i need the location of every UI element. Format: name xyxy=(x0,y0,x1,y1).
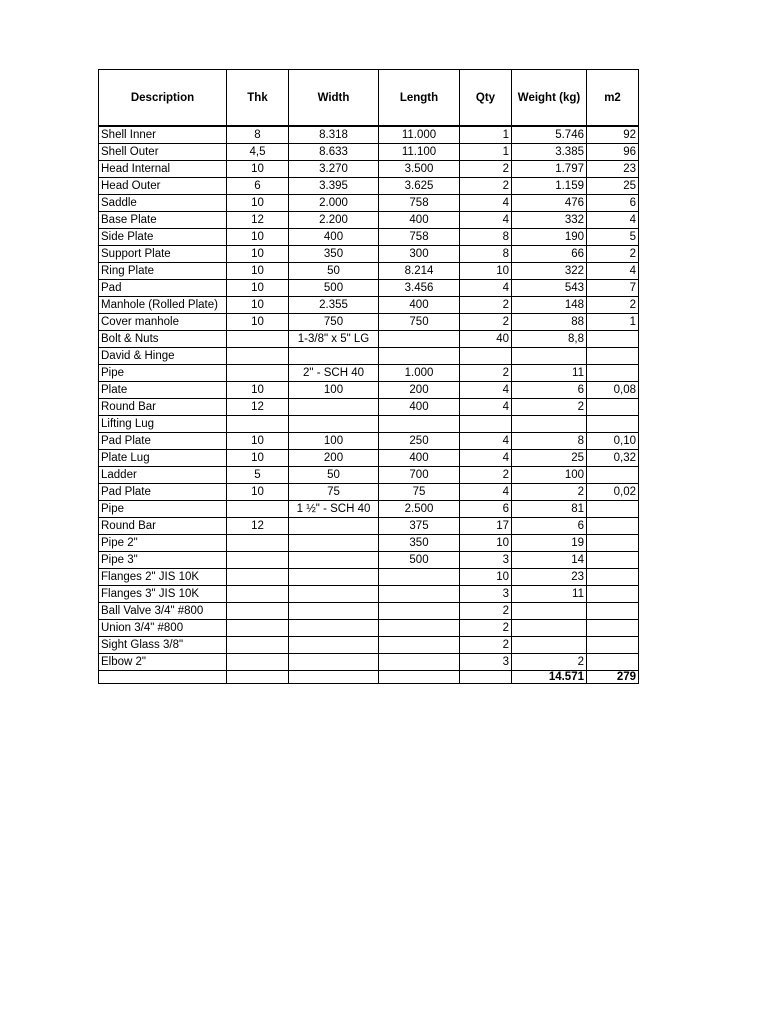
cell-thk: 10 xyxy=(227,450,289,467)
header-width: Width xyxy=(289,70,379,127)
cell-weight: 100 xyxy=(512,467,587,484)
table-row xyxy=(99,382,639,399)
cell-description: Flanges 3" JIS 10K xyxy=(99,586,227,603)
cell-qty: 3 xyxy=(460,586,512,603)
cell-description: Manhole (Rolled Plate) xyxy=(99,297,227,314)
cell-length: 400 xyxy=(379,450,460,467)
cell-weight: 1.797 xyxy=(512,161,587,178)
cell-weight: 6 xyxy=(512,382,587,399)
cell-thk: 10 xyxy=(227,280,289,297)
table-row xyxy=(99,620,639,637)
cell-width: 100 xyxy=(289,382,379,399)
table-row xyxy=(99,212,639,229)
cell-qty: 4 xyxy=(460,382,512,399)
cell-weight: 6 xyxy=(512,518,587,535)
table-row xyxy=(99,161,639,178)
cell-description: Round Bar xyxy=(99,518,227,535)
cell-qty: 2 xyxy=(460,620,512,637)
cell-width xyxy=(289,348,379,365)
cell-weight xyxy=(512,637,587,654)
cell-thk: 10 xyxy=(227,484,289,501)
table-row xyxy=(99,144,639,161)
cell-weight: 81 xyxy=(512,501,587,518)
table-row xyxy=(99,195,639,212)
cell-weight: 25 xyxy=(512,450,587,467)
cell-width: 500 xyxy=(289,280,379,297)
cell-description: Head Outer xyxy=(99,178,227,195)
header-description: Description xyxy=(99,70,227,127)
cell-weight: 66 xyxy=(512,246,587,263)
table-row xyxy=(99,314,639,331)
cell-width: 8.318 xyxy=(289,126,379,144)
table-row xyxy=(99,126,639,144)
table-body xyxy=(99,126,639,671)
table-row xyxy=(99,654,639,671)
cell-description: Plate Lug xyxy=(99,450,227,467)
cell-length: 3.456 xyxy=(379,280,460,297)
cell-weight: 11 xyxy=(512,586,587,603)
cell-description: Bolt & Nuts xyxy=(99,331,227,348)
cell-width: 400 xyxy=(289,229,379,246)
table-row xyxy=(99,178,639,195)
cell-m2 xyxy=(587,552,639,569)
cell-weight: 322 xyxy=(512,263,587,280)
cell-width xyxy=(289,603,379,620)
cell-m2: 0,10 xyxy=(587,433,639,450)
cell-description: Pad Plate xyxy=(99,433,227,450)
cell-description: Elbow 2" xyxy=(99,654,227,671)
table-row xyxy=(99,450,639,467)
cell-weight: 332 xyxy=(512,212,587,229)
cell-description: Ring Plate xyxy=(99,263,227,280)
cell-qty: 2 xyxy=(460,637,512,654)
cell-length: 758 xyxy=(379,229,460,246)
table-row xyxy=(99,603,639,620)
cell-description: Flanges 2" JIS 10K xyxy=(99,569,227,586)
cell-width: 8.633 xyxy=(289,144,379,161)
header-weight: Weight (kg) xyxy=(512,70,587,127)
cell-description: Shell Outer xyxy=(99,144,227,161)
cell-description: Base Plate xyxy=(99,212,227,229)
cell-thk: 10 xyxy=(227,195,289,212)
cell-m2: 92 xyxy=(587,126,639,144)
cell-length: 375 xyxy=(379,518,460,535)
cell-width: 50 xyxy=(289,467,379,484)
cell-m2: 2 xyxy=(587,246,639,263)
cell-thk: 10 xyxy=(227,433,289,450)
cell-qty: 6 xyxy=(460,501,512,518)
cell-qty: 2 xyxy=(460,365,512,382)
table-row xyxy=(99,280,639,297)
cell-thk xyxy=(227,552,289,569)
cell-description: Saddle xyxy=(99,195,227,212)
cell-qty: 2 xyxy=(460,161,512,178)
total-weight: 14.571 xyxy=(512,671,587,684)
cell-qty: 4 xyxy=(460,450,512,467)
cell-width xyxy=(289,637,379,654)
cell-qty: 8 xyxy=(460,246,512,263)
cell-m2: 6 xyxy=(587,195,639,212)
cell-m2: 1 xyxy=(587,314,639,331)
cell-width: 2.000 xyxy=(289,195,379,212)
table-row xyxy=(99,586,639,603)
cell-m2: 0,08 xyxy=(587,382,639,399)
cell-width: 2.200 xyxy=(289,212,379,229)
cell-length xyxy=(379,637,460,654)
table-row xyxy=(99,518,639,535)
cell-weight: 88 xyxy=(512,314,587,331)
cell-m2 xyxy=(587,569,639,586)
cell-length: 2.500 xyxy=(379,501,460,518)
cell-width xyxy=(289,654,379,671)
cell-thk xyxy=(227,586,289,603)
cell-description: Lifting Lug xyxy=(99,416,227,433)
cell-length: 400 xyxy=(379,399,460,416)
cell-length: 75 xyxy=(379,484,460,501)
cell-width: 1 ½" - SCH 40 xyxy=(289,501,379,518)
cell-width: 200 xyxy=(289,450,379,467)
cell-weight: 11 xyxy=(512,365,587,382)
cell-m2: 4 xyxy=(587,212,639,229)
cell-width: 750 xyxy=(289,314,379,331)
cell-qty: 8 xyxy=(460,229,512,246)
cell-width: 2.355 xyxy=(289,297,379,314)
cell-length xyxy=(379,569,460,586)
cell-thk: 10 xyxy=(227,297,289,314)
table-row xyxy=(99,535,639,552)
cell-description: Shell Inner xyxy=(99,126,227,144)
table-header xyxy=(99,70,639,127)
cell-m2 xyxy=(587,501,639,518)
cell-thk xyxy=(227,365,289,382)
header-thk: Thk xyxy=(227,70,289,127)
cell-thk xyxy=(227,331,289,348)
cell-width xyxy=(289,399,379,416)
table-row xyxy=(99,467,639,484)
cell-length: 200 xyxy=(379,382,460,399)
cell-width: 3.395 xyxy=(289,178,379,195)
cell-width xyxy=(289,518,379,535)
cell-thk xyxy=(227,654,289,671)
cell-width: 3.270 xyxy=(289,161,379,178)
cell-thk xyxy=(227,416,289,433)
cell-description: Pad xyxy=(99,280,227,297)
cell-width xyxy=(289,552,379,569)
total-qty-cell xyxy=(460,671,512,684)
cell-description: Side Plate xyxy=(99,229,227,246)
cell-width: 50 xyxy=(289,263,379,280)
cell-m2: 25 xyxy=(587,178,639,195)
cell-qty: 10 xyxy=(460,263,512,280)
cell-length: 11.000 xyxy=(379,126,460,144)
cell-weight: 3.385 xyxy=(512,144,587,161)
cell-m2 xyxy=(587,603,639,620)
cell-length xyxy=(379,603,460,620)
table-row xyxy=(99,416,639,433)
cell-weight: 23 xyxy=(512,569,587,586)
cell-thk xyxy=(227,620,289,637)
cell-m2 xyxy=(587,654,639,671)
total-desc-cell xyxy=(99,671,227,684)
cell-weight xyxy=(512,416,587,433)
cell-length: 3.625 xyxy=(379,178,460,195)
cell-length: 350 xyxy=(379,535,460,552)
total-length-cell xyxy=(379,671,460,684)
cell-width xyxy=(289,416,379,433)
table-row xyxy=(99,569,639,586)
cell-qty: 10 xyxy=(460,569,512,586)
table-row xyxy=(99,399,639,416)
cell-m2: 7 xyxy=(587,280,639,297)
cell-qty: 1 xyxy=(460,126,512,144)
cell-length: 400 xyxy=(379,297,460,314)
cell-m2 xyxy=(587,399,639,416)
cell-thk: 6 xyxy=(227,178,289,195)
cell-description: Round Bar xyxy=(99,399,227,416)
header-length: Length xyxy=(379,70,460,127)
cell-weight: 148 xyxy=(512,297,587,314)
cell-length: 400 xyxy=(379,212,460,229)
cell-qty: 1 xyxy=(460,144,512,161)
cell-qty: 2 xyxy=(460,314,512,331)
cell-qty: 4 xyxy=(460,433,512,450)
cell-thk: 12 xyxy=(227,518,289,535)
cell-qty: 17 xyxy=(460,518,512,535)
cell-weight: 19 xyxy=(512,535,587,552)
total-thk-cell xyxy=(227,671,289,684)
cell-m2 xyxy=(587,331,639,348)
cell-length: 11.100 xyxy=(379,144,460,161)
cell-length: 1.000 xyxy=(379,365,460,382)
cell-width xyxy=(289,586,379,603)
table-row xyxy=(99,229,639,246)
cell-weight: 190 xyxy=(512,229,587,246)
cell-weight: 476 xyxy=(512,195,587,212)
totals-row xyxy=(99,671,639,684)
cell-m2 xyxy=(587,467,639,484)
table-row xyxy=(99,552,639,569)
cell-weight: 8,8 xyxy=(512,331,587,348)
table-row xyxy=(99,297,639,314)
cell-length: 250 xyxy=(379,433,460,450)
cell-thk xyxy=(227,569,289,586)
cell-length: 300 xyxy=(379,246,460,263)
cell-qty xyxy=(460,348,512,365)
total-m2: 279 xyxy=(587,671,639,684)
cell-thk xyxy=(227,501,289,518)
cell-weight: 8 xyxy=(512,433,587,450)
total-width-cell xyxy=(289,671,379,684)
cell-m2 xyxy=(587,348,639,365)
cell-m2: 96 xyxy=(587,144,639,161)
cell-width: 2" - SCH 40 xyxy=(289,365,379,382)
cell-description: David & Hinge xyxy=(99,348,227,365)
cell-m2: 0,02 xyxy=(587,484,639,501)
cell-thk: 5 xyxy=(227,467,289,484)
cell-length xyxy=(379,654,460,671)
cell-width xyxy=(289,535,379,552)
cell-m2 xyxy=(587,637,639,654)
cell-length xyxy=(379,348,460,365)
cell-qty: 2 xyxy=(460,467,512,484)
cell-width xyxy=(289,569,379,586)
cell-m2 xyxy=(587,518,639,535)
cell-qty: 4 xyxy=(460,212,512,229)
cell-weight: 543 xyxy=(512,280,587,297)
cell-thk xyxy=(227,348,289,365)
cell-m2: 5 xyxy=(587,229,639,246)
cell-thk: 10 xyxy=(227,314,289,331)
cell-description: Ladder xyxy=(99,467,227,484)
cell-description: Support Plate xyxy=(99,246,227,263)
cell-weight: 2 xyxy=(512,654,587,671)
cell-weight xyxy=(512,603,587,620)
cell-description: Pipe 2" xyxy=(99,535,227,552)
cell-m2: 4 xyxy=(587,263,639,280)
cell-width xyxy=(289,620,379,637)
cell-description: Head Internal xyxy=(99,161,227,178)
cell-length xyxy=(379,331,460,348)
cell-m2: 23 xyxy=(587,161,639,178)
cell-qty: 3 xyxy=(460,654,512,671)
cell-thk: 12 xyxy=(227,399,289,416)
cell-weight: 2 xyxy=(512,399,587,416)
cell-m2 xyxy=(587,620,639,637)
header-qty: Qty xyxy=(460,70,512,127)
table-row xyxy=(99,348,639,365)
table-row xyxy=(99,433,639,450)
cell-weight: 1.159 xyxy=(512,178,587,195)
cell-thk xyxy=(227,603,289,620)
cell-m2 xyxy=(587,535,639,552)
cell-thk: 10 xyxy=(227,263,289,280)
cell-qty: 4 xyxy=(460,484,512,501)
cell-weight xyxy=(512,620,587,637)
table-row xyxy=(99,331,639,348)
cell-qty: 4 xyxy=(460,195,512,212)
cell-thk xyxy=(227,535,289,552)
cell-qty: 2 xyxy=(460,297,512,314)
cell-thk: 8 xyxy=(227,126,289,144)
cell-m2 xyxy=(587,365,639,382)
header-row xyxy=(99,70,639,127)
table-row xyxy=(99,365,639,382)
cell-description: Cover manhole xyxy=(99,314,227,331)
cell-description: Plate xyxy=(99,382,227,399)
cell-qty: 40 xyxy=(460,331,512,348)
table-row xyxy=(99,637,639,654)
cell-thk: 10 xyxy=(227,382,289,399)
cell-m2 xyxy=(587,416,639,433)
cell-qty: 2 xyxy=(460,178,512,195)
table-row xyxy=(99,263,639,280)
cell-width: 350 xyxy=(289,246,379,263)
cell-weight: 2 xyxy=(512,484,587,501)
cell-m2: 0,32 xyxy=(587,450,639,467)
cell-width: 100 xyxy=(289,433,379,450)
cell-m2 xyxy=(587,586,639,603)
cell-length: 700 xyxy=(379,467,460,484)
cell-length xyxy=(379,620,460,637)
cell-thk: 4,5 xyxy=(227,144,289,161)
cell-thk xyxy=(227,637,289,654)
cell-width: 1-3/8" x 5" LG xyxy=(289,331,379,348)
cell-weight: 14 xyxy=(512,552,587,569)
cell-description: Union 3/4" #800 xyxy=(99,620,227,637)
cell-length: 8.214 xyxy=(379,263,460,280)
cell-description: Pad Plate xyxy=(99,484,227,501)
cell-weight: 5.746 xyxy=(512,126,587,144)
cell-description: Pipe 3" xyxy=(99,552,227,569)
cell-m2: 2 xyxy=(587,297,639,314)
cell-thk: 12 xyxy=(227,212,289,229)
cell-qty: 10 xyxy=(460,535,512,552)
cell-qty: 4 xyxy=(460,399,512,416)
cell-qty: 3 xyxy=(460,552,512,569)
cell-length xyxy=(379,586,460,603)
cell-length: 500 xyxy=(379,552,460,569)
bill-of-materials-table xyxy=(98,69,639,684)
table-row xyxy=(99,246,639,263)
cell-length: 750 xyxy=(379,314,460,331)
cell-thk: 10 xyxy=(227,161,289,178)
cell-description: Ball Valve 3/4" #800 xyxy=(99,603,227,620)
cell-description: Pipe xyxy=(99,501,227,518)
cell-length: 3.500 xyxy=(379,161,460,178)
cell-weight xyxy=(512,348,587,365)
cell-qty xyxy=(460,416,512,433)
cell-thk: 10 xyxy=(227,229,289,246)
header-m2: m2 xyxy=(587,70,639,127)
cell-qty: 4 xyxy=(460,280,512,297)
cell-qty: 2 xyxy=(460,603,512,620)
cell-length: 758 xyxy=(379,195,460,212)
table-row xyxy=(99,501,639,518)
cell-description: Sight Glass 3/8" xyxy=(99,637,227,654)
cell-thk: 10 xyxy=(227,246,289,263)
table-row xyxy=(99,484,639,501)
cell-length xyxy=(379,416,460,433)
cell-width: 75 xyxy=(289,484,379,501)
cell-description: Pipe xyxy=(99,365,227,382)
